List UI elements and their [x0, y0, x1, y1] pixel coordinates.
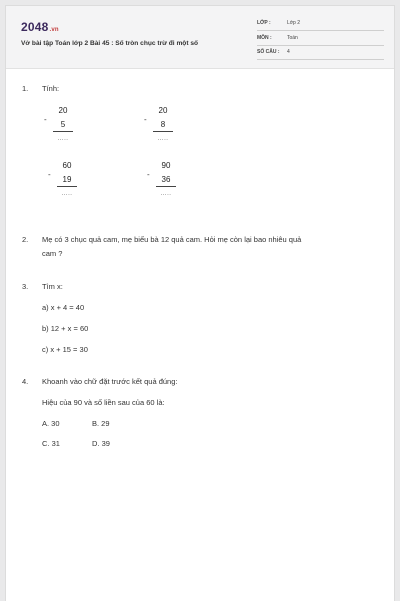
site-logo[interactable]: [21, 20, 59, 34]
subtraction-line: [153, 131, 173, 132]
worksheet-title: Vở bài tập Toán lớp 2 Bài 45 : Số tròn chục trừ đi một số: [21, 40, 199, 47]
subtraction-4: [147, 161, 177, 211]
meta-row-question-count: [257, 47, 384, 60]
option-d[interactable]: D. 39: [92, 439, 110, 448]
subtraction-line: [156, 186, 176, 187]
worksheet-page: [5, 5, 395, 601]
meta-value-question-count: 4: [287, 49, 290, 55]
logo-text: 2048: [21, 20, 49, 34]
meta-label-class: LỚP :: [257, 20, 271, 26]
subtrahend: 5: [60, 120, 66, 129]
question-1-text: Tính:: [42, 84, 60, 93]
question-2-number: 2.: [22, 235, 29, 244]
subtraction-2: [144, 106, 174, 156]
equation-c: c) x + 15 = 30: [42, 345, 88, 354]
equation-b: b) 12 + x = 60: [42, 324, 89, 333]
answer-blank: .....: [57, 136, 69, 142]
worksheet-header: [6, 6, 394, 69]
subtrahend: 36: [161, 175, 171, 184]
meta-value-subject: Toán: [287, 35, 298, 41]
question-2-text-line-1: Mẹ có 3 chục quả cam, mẹ biếu bà 12 quả cam. Hỏi mẹ còn lại bao nhiêu quả: [42, 235, 302, 244]
answer-blank: .....: [160, 191, 172, 197]
subtrahend: 19: [62, 175, 72, 184]
question-4-text: Khoanh vào chữ đặt trước kết quả đúng:: [42, 377, 178, 386]
minuend: 20: [158, 106, 168, 115]
logo-suffix: .vn: [49, 27, 59, 33]
subtrahend: 8: [160, 120, 166, 129]
subtraction-3: [48, 161, 78, 211]
minuend: 20: [58, 106, 68, 115]
question-4-subtext: Hiệu của 90 và số liền sau của 60 là:: [42, 398, 165, 407]
option-a[interactable]: A. 30: [42, 419, 60, 428]
answer-blank: .....: [157, 136, 169, 142]
meta-row-subject: [257, 33, 384, 46]
option-b[interactable]: B. 29: [92, 419, 110, 428]
subtraction-line: [53, 131, 73, 132]
answer-blank: .....: [61, 191, 73, 197]
question-3-text: Tìm x:: [42, 282, 63, 291]
minuend: 60: [62, 161, 72, 170]
equation-a: a) x + 4 = 40: [42, 303, 85, 312]
minus-sign: -: [147, 170, 150, 179]
meta-value-class: Lớp 2: [287, 20, 301, 26]
minuend: 90: [161, 161, 171, 170]
subtraction-line: [57, 186, 77, 187]
question-4-number: 4.: [22, 377, 29, 386]
minus-sign: -: [48, 170, 51, 179]
minus-sign: -: [44, 115, 47, 124]
meta-label-subject: MÔN :: [257, 35, 272, 41]
option-c[interactable]: C. 31: [42, 439, 60, 448]
meta-row-class: [257, 18, 384, 31]
meta-label-question-count: SỐ CÂU :: [257, 49, 280, 55]
minus-sign: -: [144, 115, 147, 124]
subtraction-1: [44, 106, 74, 156]
question-1-number: 1.: [22, 84, 29, 93]
question-2-text-line-2: cam ?: [42, 249, 63, 258]
question-3-number: 3.: [22, 282, 29, 291]
